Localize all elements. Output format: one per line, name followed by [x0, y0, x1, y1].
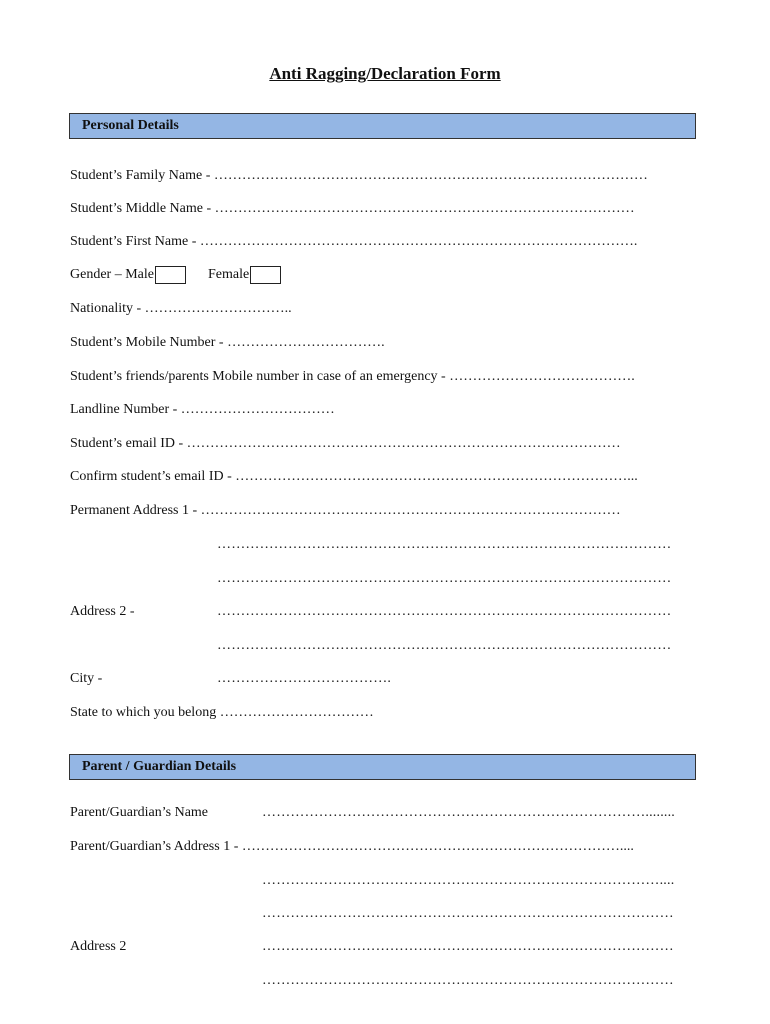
middle-name-field[interactable]: Student’s Middle Name - ………………………………………………………………………………	[70, 201, 635, 216]
emergency-number-field[interactable]: Student’s friends/parents Mobile number in case of an emergency - ………………………………….	[70, 369, 635, 384]
parent-address2-line-2[interactable]: ……………………………………………………………………………	[262, 973, 674, 988]
form-title: Anti Ragging/Declaration Form	[269, 64, 501, 83]
parent-address2-label: Address 2	[70, 939, 127, 954]
parent-address2-line-1[interactable]: ……………………………………………………………………………	[262, 939, 674, 954]
gender-row	[70, 266, 281, 284]
family-name-field[interactable]: Student’s Family Name - …………………………………………………………………………………	[70, 168, 648, 183]
section-header-personal: Personal Details	[69, 113, 696, 139]
first-name-field[interactable]: Student’s First Name - ………………………………………………………………………………….	[70, 234, 638, 249]
address2-line-1[interactable]: ……………………………………………………………………………………	[217, 604, 672, 619]
state-field[interactable]: State to which you belong ……………………………	[70, 705, 374, 720]
city-label: City -	[70, 671, 103, 686]
permanent-address-field[interactable]: Permanent Address 1 - ………………………………………………………………………………	[70, 503, 621, 518]
address2-line-2[interactable]: ……………………………………………………………………………………	[217, 638, 672, 653]
parent-address-line-3[interactable]: ……………………………………………………………………………	[262, 906, 674, 921]
confirm-email-field[interactable]: Confirm student’s email ID - …………………………………………………………………………...	[70, 469, 638, 484]
section-header-parent: Parent / Guardian Details	[69, 754, 696, 780]
gender-female-label: Female	[207, 267, 250, 283]
female-checkbox[interactable]	[250, 266, 281, 284]
gender-male-label: Gender – Male	[70, 267, 154, 283]
permanent-address-line-2[interactable]: ……………………………………………………………………………………	[217, 537, 672, 552]
nationality-field[interactable]: Nationality - …………………………..	[70, 301, 292, 316]
mobile-number-field[interactable]: Student’s Mobile Number - …………………………….	[70, 335, 385, 350]
parent-address-field[interactable]: Parent/Guardian’s Address 1 - ………………………………………………………………………....	[70, 839, 634, 854]
email-field[interactable]: Student’s email ID - …………………………………………………………………………………	[70, 436, 621, 451]
landline-field[interactable]: Landline Number - ……………………………	[70, 402, 335, 417]
parent-name-field[interactable]: ………………………………………………………………………........	[262, 805, 675, 820]
parent-address-line-2[interactable]: …………………………………………………………………………....	[262, 873, 675, 888]
address2-label: Address 2 -	[70, 604, 135, 619]
male-checkbox[interactable]	[155, 266, 186, 284]
city-field[interactable]: ……………………………….	[217, 671, 392, 686]
parent-name-label: Parent/Guardian’s Name	[70, 805, 209, 820]
permanent-address-line-3[interactable]: ……………………………………………………………………………………	[217, 571, 672, 586]
